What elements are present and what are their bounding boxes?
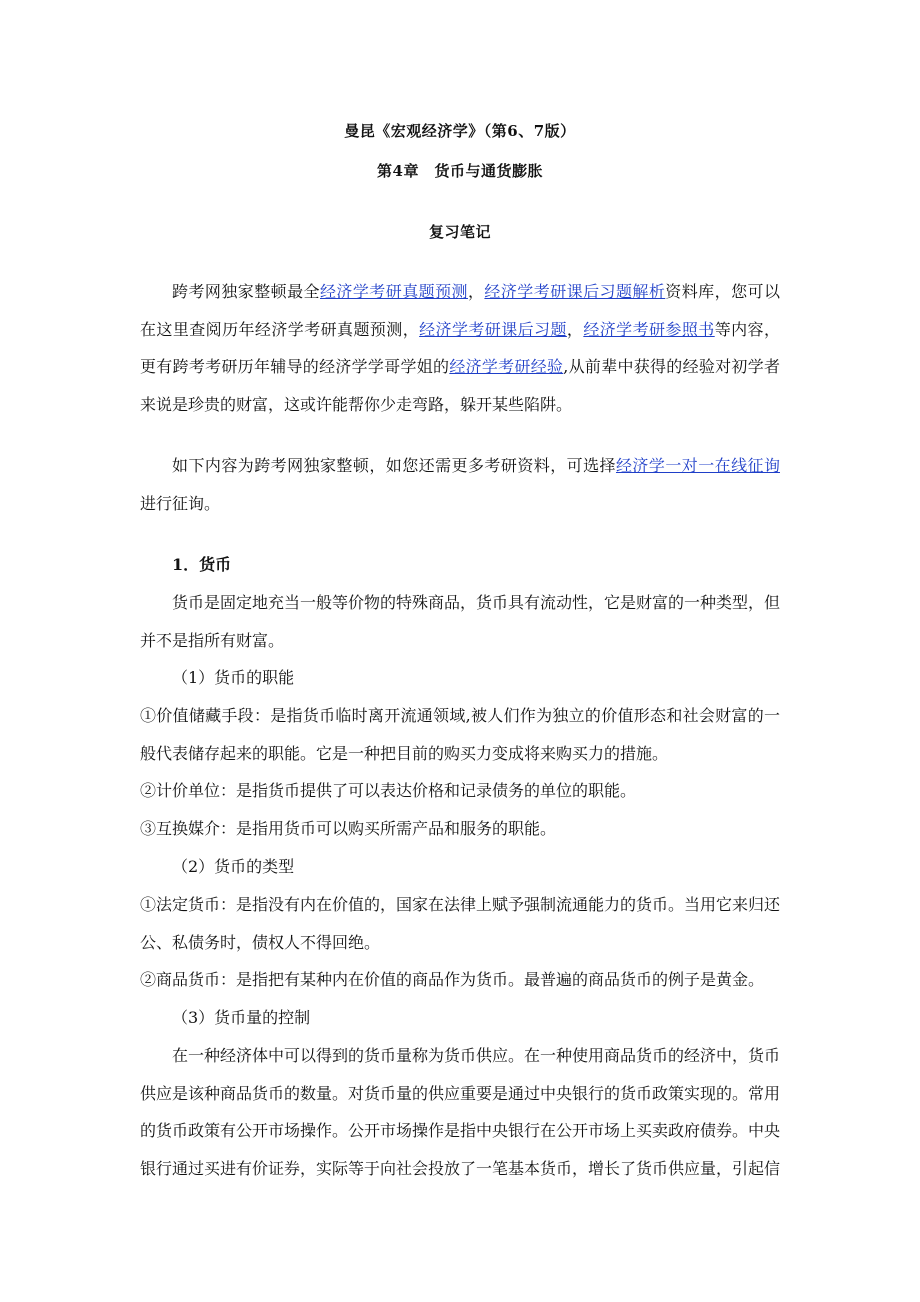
money-definition: 货币是固定地充当一般等价物的特殊商品，货币具有流动性，它是财富的一种类型，但并不是指所有财富。 <box>140 593 781 650</box>
intro-text: ,从前辈中获得的经验对初学者来说是珍贵的财富，这或许能帮你少走弯路，躲开某些陷阱。 <box>140 357 780 414</box>
book-title: 曼昆《宏观经济学》（第6、7版） <box>344 122 576 140</box>
intro-paragraph <box>140 273 780 423</box>
consult-text: 进行征询。 <box>140 493 221 513</box>
link-reference-books[interactable]: 经济学考研参照书 <box>583 319 715 339</box>
subheading-money-control: （3）货币量的控制 <box>172 1008 311 1027</box>
subheading-functions: （1）货币的职能 <box>172 668 295 687</box>
intro-separator: ， <box>467 282 485 301</box>
type-fiat-money: ①法定货币：是指没有内在价值的，国家在法律上赋予强制流通能力的货币。当用它来归还公、私债务时，债权人不得回绝。 <box>140 895 781 952</box>
function-store-of-value: ①价值储藏手段：是指货币临时离开流通领域,被人们作为独立的价值形态和社会财富的一般代表储存起来的职能。它是一种把目前的购买力变成将来购买力的措施。 <box>140 706 780 763</box>
link-exam-prediction[interactable]: 经济学考研真题预测 <box>319 282 468 301</box>
consult-text: 如下内容为跨考网独家整顿，如您还需更多考研资料，可选择 <box>172 456 616 475</box>
link-textbook-solutions[interactable]: 经济学考研课后习题解析 <box>484 282 666 301</box>
intro-separator: ， <box>566 319 584 339</box>
link-online-consult[interactable]: 经济学一对一在线征询 <box>615 456 780 475</box>
intro-text: 等内容，更有跨考考研历年辅导的经济学学哥学姐的 <box>140 319 780 376</box>
heading-money: 1．货币 <box>172 555 232 574</box>
function-unit-of-account: ②计价单位：是指货币提供了可以表达价格和记录债务的单位的职能。 <box>140 781 637 800</box>
section-title: 复习笔记 <box>428 223 491 241</box>
consult-paragraph <box>140 447 780 522</box>
link-exercises[interactable]: 经济学考研课后习题 <box>419 319 567 339</box>
subheading-types: （2）货币的类型 <box>172 857 295 876</box>
money-control-paragraph: 在一种经济体中可以得到的货币量称为货币供应。在一种使用商品货币的经济中，货币供应是该种商品货币的数量。对货币量的供应重要是通过中央银行的货币政策实现的。常用的货币政策有公开市场操作。公开市场操作是指中央银行在公开市场上买卖政府债券。中央银行通过买进有价证券，实际等于向社会投放了一笔基本货币，增长了货币供应量，引起信 <box>140 1046 781 1178</box>
link-experience[interactable]: 经济学考研经验 <box>449 357 564 376</box>
intro-text: 资料库，您可以在这里查阅历年经济学考研真题预测， <box>140 282 780 339</box>
intro-text: 跨考网独家整顿最全 <box>172 282 320 301</box>
chapter-title: 第4章 货币与通货膨胀 <box>377 162 543 180</box>
function-medium-of-exchange: ③互换媒介：是指用货币可以购买所需产品和服务的职能。 <box>140 819 557 838</box>
type-commodity-money: ②商品货币：是指把有某种内在价值的商品作为货币。最普遍的商品货币的例子是黄金。 <box>140 970 765 989</box>
